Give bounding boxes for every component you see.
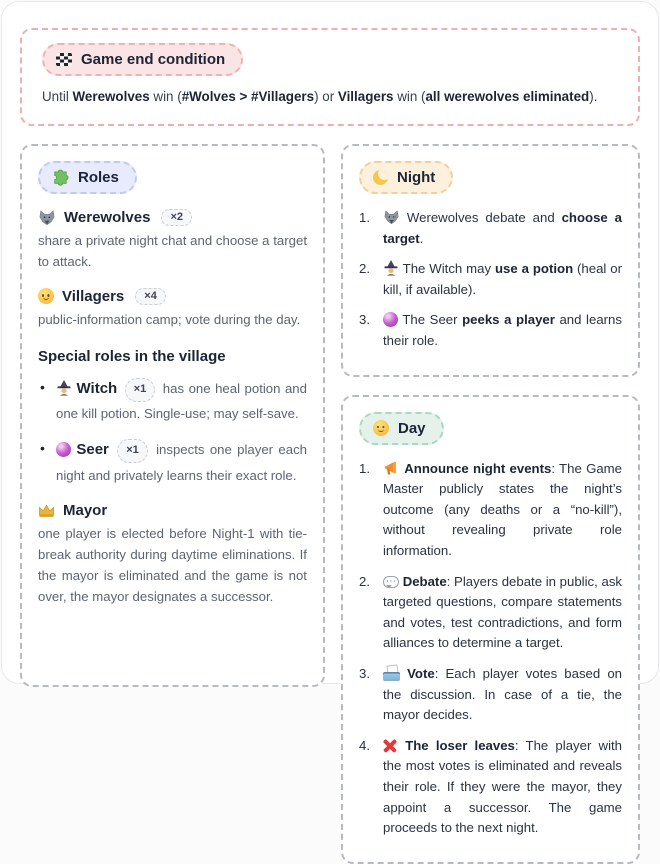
day-panel (341, 395, 640, 864)
step-text (383, 459, 622, 562)
role-heading-werewolves (38, 209, 307, 226)
step-number: 1. (359, 459, 377, 562)
role-name: Witch (77, 380, 118, 397)
witch-icon (383, 260, 399, 276)
role-heading-mayor (38, 502, 307, 519)
day-step-2 (359, 572, 622, 654)
role-desc-seer: inspects one player each night and privately learns their exact role. (56, 442, 307, 483)
step-text (383, 259, 622, 300)
night-step-3 (359, 310, 622, 351)
red-x-icon (383, 739, 398, 752)
role-count-badge: ×4 (135, 288, 166, 305)
step-number: 2. (359, 259, 377, 300)
night-step-2 (359, 259, 622, 300)
role-name: Seer (76, 441, 109, 458)
step-rich-text: Debate: Players debate in public, ask targeted questions, compare statements and votes, test contradictions, and form alliances to determine a target. (383, 574, 622, 651)
step-number: 1. (359, 208, 377, 249)
role-heading-villagers (38, 288, 307, 305)
step-number: 3. (359, 310, 377, 351)
wolf-icon (383, 210, 400, 225)
step-number: 3. (359, 664, 377, 726)
game-end-condition-panel (20, 28, 640, 126)
step-text (383, 736, 622, 839)
step-text (383, 664, 622, 726)
role-name: Werewolves (64, 209, 150, 226)
smiling-face-icon (373, 420, 389, 436)
day-step-4 (359, 736, 622, 839)
witch-icon (56, 380, 72, 396)
role-count-badge: ×1 (125, 378, 156, 403)
night-steps (359, 208, 622, 352)
step-rich-text: The Seer peeks a player and learns their role. (383, 312, 622, 348)
roles-panel (20, 144, 325, 687)
step-rich-text: The loser leaves: The player with the most votes is eliminated and reveals their role. If they were the mayor, they appoint a successor. The game proceeds to the next night. (383, 738, 622, 835)
night-step-1 (359, 208, 622, 249)
list-item-seer (40, 437, 307, 487)
role-name: Mayor (63, 502, 107, 519)
witch-text (56, 376, 307, 426)
left-column (20, 144, 325, 687)
game-end-condition-label: Game end condition (81, 51, 225, 68)
night-panel (341, 144, 640, 377)
step-text (383, 572, 622, 654)
role-desc-witch: has one heal potion and one kill potion. Single-use; may self-save. (56, 381, 307, 422)
night-label: Night (397, 169, 435, 186)
role-desc-mayor: one player is elected before Night-1 with tie-break authority during daytime eliminations. If the mayor is eliminated and the game is not over, the mayor designates a successor. (38, 524, 307, 607)
step-rich-text: Werewolves debate and choose a target. (383, 210, 622, 246)
day-step-3 (359, 664, 622, 726)
step-text (383, 310, 622, 351)
day-steps (359, 459, 622, 839)
crystal-ball-icon (383, 312, 398, 327)
role-name: Villagers (62, 288, 124, 305)
role-desc-werewolves: share a private night chat and choose a target to attack. (38, 231, 307, 273)
ballot-box-icon (383, 665, 400, 681)
speech-bubble-icon (383, 576, 399, 588)
day-label: Day (398, 420, 426, 437)
list-item-witch (40, 376, 307, 426)
right-column (341, 144, 640, 687)
seer-text (56, 437, 307, 487)
special-roles-title: Special roles in the village (38, 348, 307, 365)
roles-label: Roles (78, 169, 119, 186)
crescent-moon-icon (373, 170, 388, 185)
role-desc-villagers: public-information camp; vote during the day. (38, 310, 307, 331)
game-end-condition-badge (42, 43, 243, 76)
day-step-1 (359, 459, 622, 562)
crown-icon (38, 504, 55, 518)
roles-badge (38, 161, 137, 194)
step-number: 4. (359, 736, 377, 839)
role-count-badge: ×2 (161, 209, 192, 226)
step-number: 2. (359, 572, 377, 654)
checkered-flag-icon (56, 53, 72, 66)
bullet-marker: • (40, 437, 48, 487)
step-rich-text: Announce night events: The Game Master publicly states the night’s outcome (any deaths or a “no-kill”), without revealing private role information. (383, 461, 622, 558)
day-badge (359, 412, 444, 445)
crystal-ball-icon (56, 442, 71, 457)
step-rich-text: The Witch may use a potion (heal or kill, if available). (383, 261, 622, 297)
bullet-marker: • (40, 376, 48, 426)
smiling-face-icon (38, 288, 54, 304)
wolf-icon (38, 210, 56, 226)
step-text (383, 208, 622, 249)
puzzle-icon (52, 169, 69, 186)
night-badge (359, 161, 453, 194)
game-end-condition-text: Until Werewolves win (#Wolves > #Villagers) or Villagers win (all werewolves eliminated). (42, 87, 616, 107)
rules-card (1, 1, 659, 684)
role-count-badge: ×1 (117, 439, 148, 464)
step-rich-text: Vote: Each player votes based on the discussion. In case of a tie, the mayor decides. (383, 666, 622, 722)
columns (20, 144, 640, 687)
megaphone-icon (383, 461, 400, 476)
